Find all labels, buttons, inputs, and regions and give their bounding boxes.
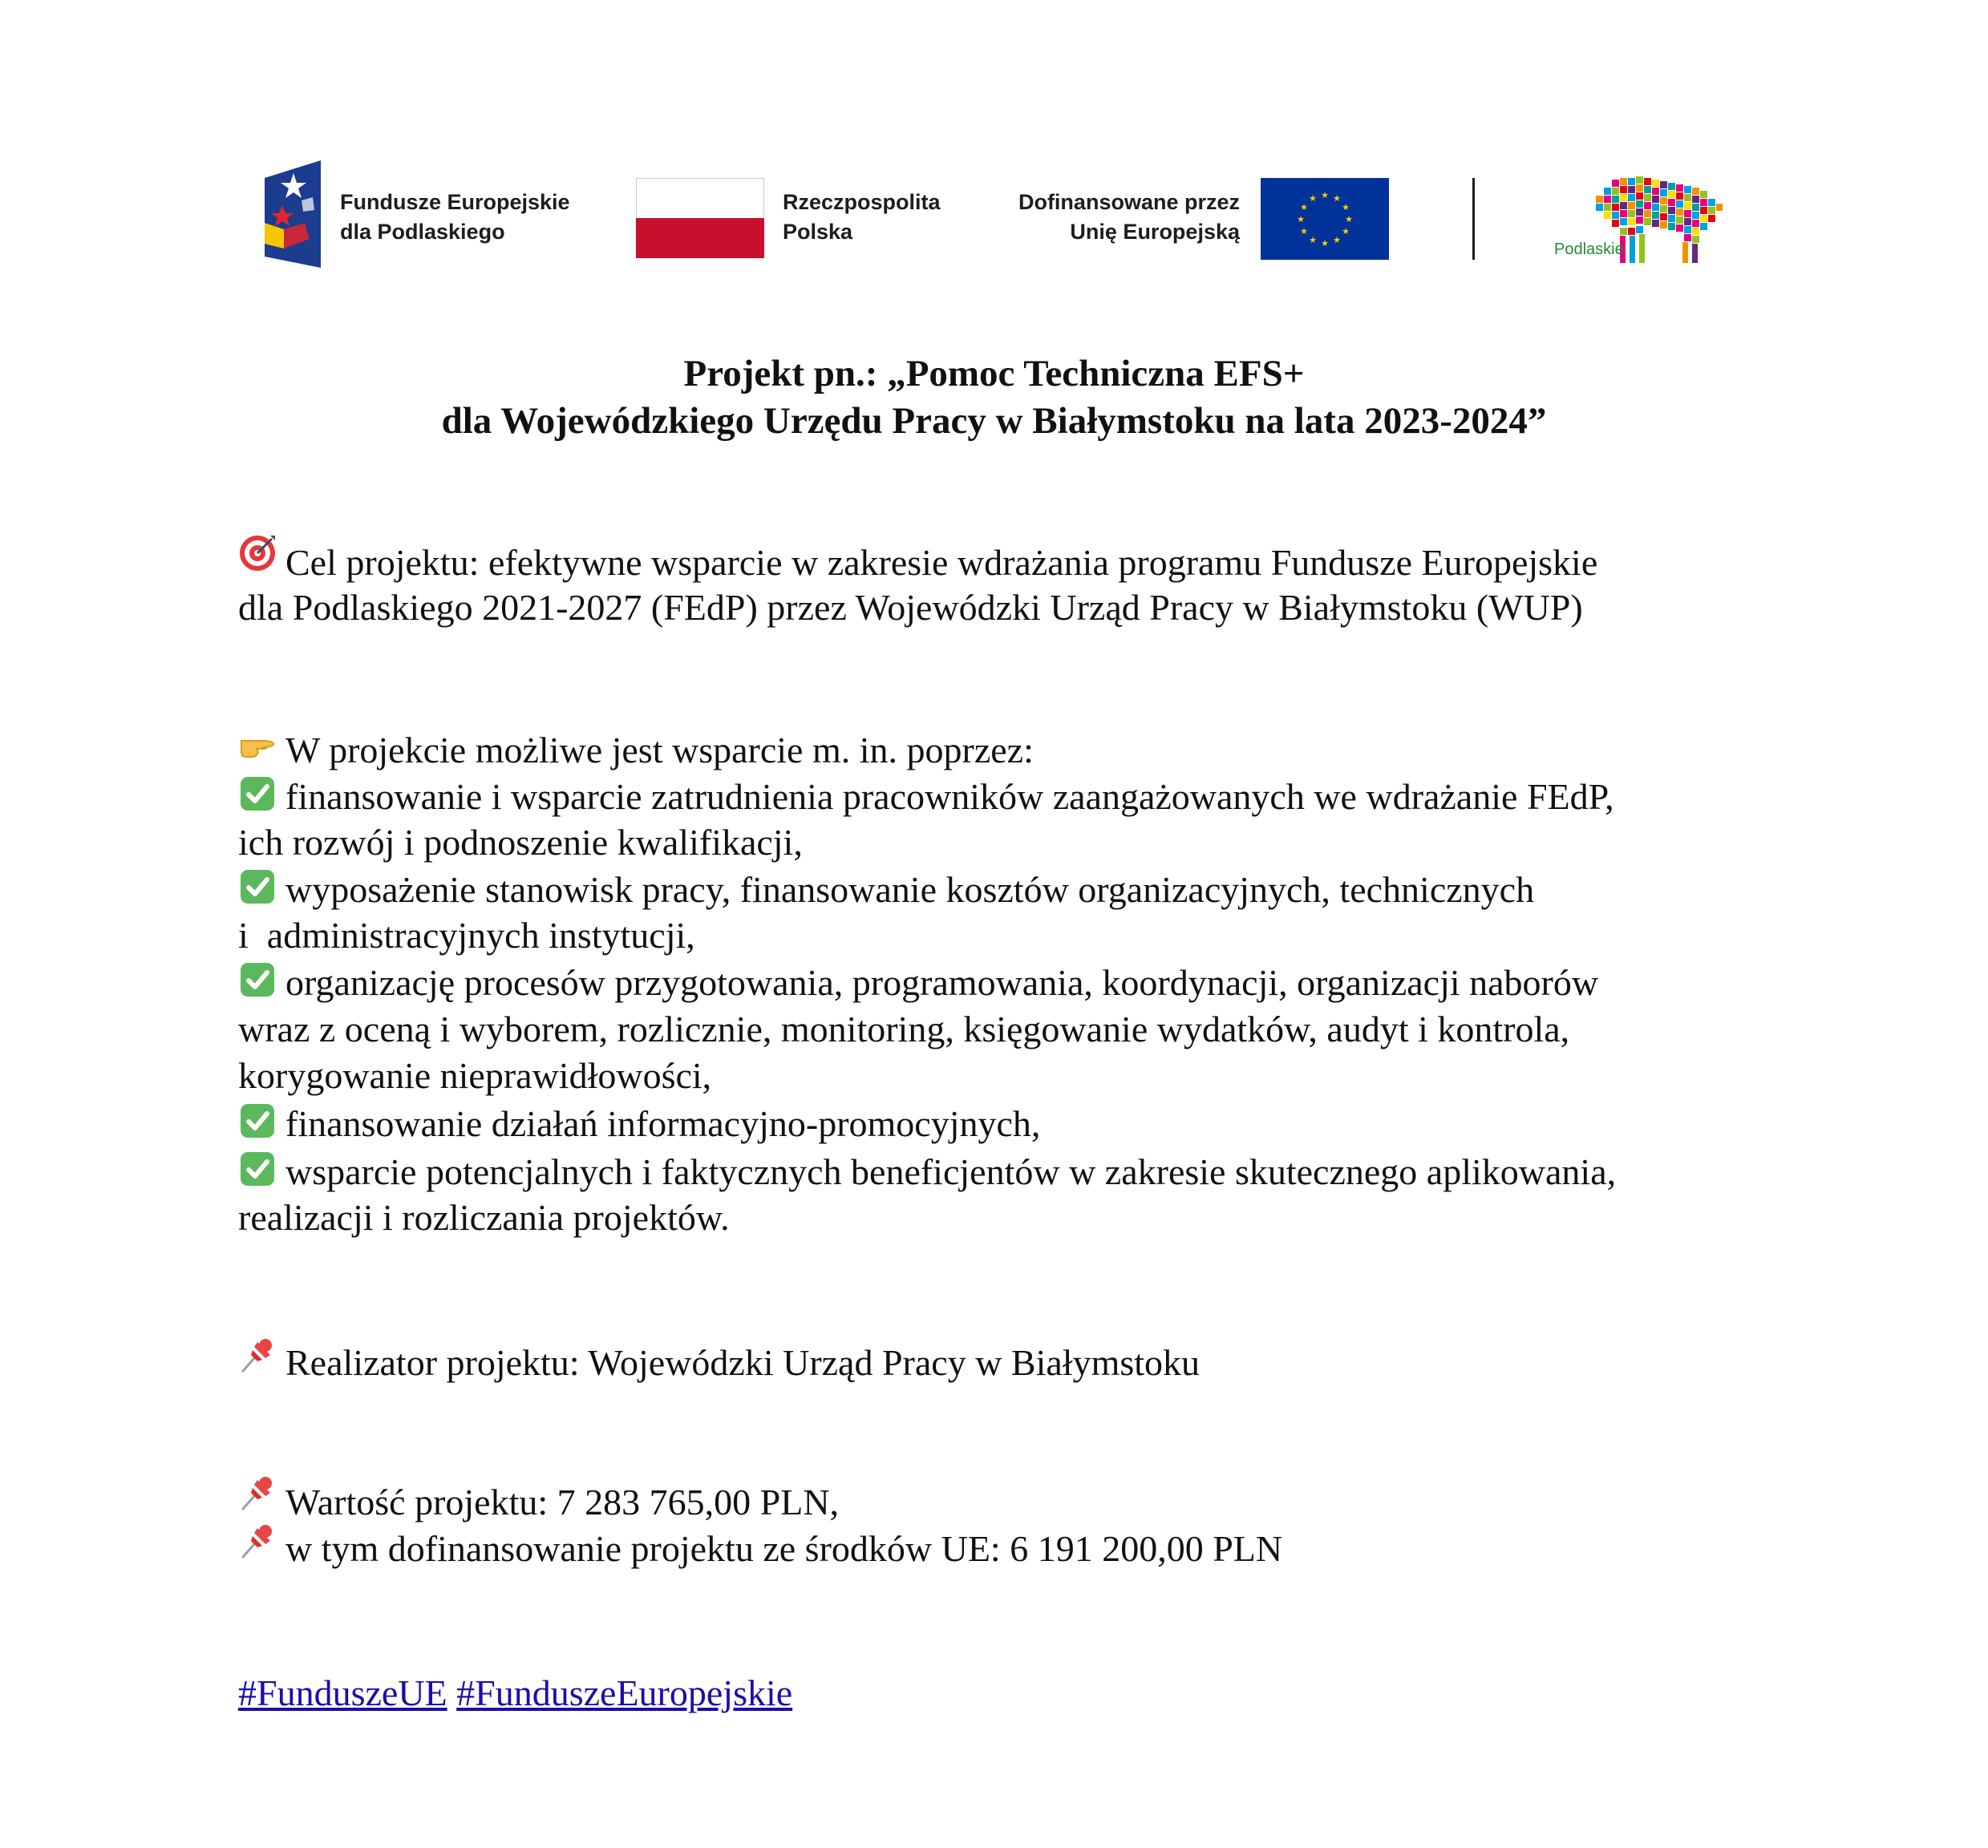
hashtag-fundusze-europejskie[interactable]: #FunduszeEuropejskie (456, 1672, 793, 1713)
svg-text:★: ★ (1333, 235, 1341, 245)
support-item-2-line-2: i administracyjnych instytucji, (238, 915, 695, 956)
eu-cofunding-text: Dofinansowane przez Unię Europejską (1018, 190, 1240, 244)
support-item-3-line-2: wraz z oceną i wyborem, rozlicznie, monitoring, księgowanie wydatków, audyt i kontrola, (238, 1009, 1570, 1049)
check-icon (238, 1150, 277, 1188)
svg-text:★: ★ (1300, 202, 1308, 212)
support-item-1-line-2: ich rozwój i podnoszenie kwalifikacji, (238, 822, 803, 863)
target-icon (238, 534, 277, 572)
svg-text:★: ★ (1333, 193, 1341, 204)
support-item-4-line-1: finansowanie działań informacyjno-promocyjnych, (285, 1103, 1041, 1144)
svg-text:★: ★ (1309, 193, 1317, 204)
svg-text:★: ★ (1321, 190, 1329, 200)
support-item-1-line-1: finansowanie i wsparcie zatrudnienia pracowników zaangażowanych we wdrażanie FEdP, (285, 776, 1614, 817)
support-item-3-line-1: organizację procesów przygotowania, programowania, koordynacji, organizacji naborów (285, 962, 1599, 1003)
check-icon (238, 774, 277, 813)
support-item-5-line-2: realizacji i rozliczania projektów. (238, 1197, 730, 1238)
pushpin-icon (238, 1336, 277, 1374)
goal-line-2: dla Podlaskiego 2021-2027 (FEdP) przez Wojewódzki Urząd Pracy w Białymstoku (WUP) (238, 587, 1583, 628)
logo-divider (1472, 178, 1475, 260)
hashtag-fundusze-ue[interactable]: #FunduszeUE (238, 1672, 447, 1713)
fundusze-europejskie-text: Fundusze Europejskie dla Podlaskiego (340, 190, 570, 244)
polish-flag (636, 178, 764, 258)
rzeczpospolita-text: Rzeczpospolita Polska (783, 190, 941, 244)
goal-line-1: Cel projektu: efektywne wsparcie w zakresie wdrażania programu Fundusze Europejskie (285, 542, 1598, 583)
pointing-hand-icon (238, 725, 277, 763)
realizator-text: Realizator projektu: Wojewódzki Urząd Pracy w Białymstoku (285, 1342, 1200, 1383)
svg-text:★: ★ (1309, 235, 1317, 245)
podlaskie-label: Podlaskie (1554, 241, 1624, 258)
eu-cofunding-value: w tym dofinansowanie projektu ze środków UE: 6 191 200,00 PLN (285, 1528, 1283, 1569)
project-title-line-2: dla Wojewódzkiego Urzędu Pracy w Białymstoku na lata 2023-2024” (441, 400, 1547, 442)
support-item-2-line-1: wyposażenie stanowisk pracy, finansowanie kosztów organizacyjnych, technicznych (285, 869, 1535, 910)
pushpin-icon (238, 1522, 277, 1560)
svg-text:★: ★ (1297, 214, 1305, 224)
svg-text:★: ★ (1300, 226, 1308, 237)
logo-bar (0, 0, 1988, 289)
check-icon (238, 960, 277, 999)
support-item-5-line-1: wsparcie potencjalnych i faktycznych beneficjentów w zakresie skutecznego aplikowania, (285, 1151, 1617, 1192)
svg-text:★: ★ (1345, 214, 1353, 224)
svg-text:★: ★ (1342, 226, 1350, 237)
fundusze-europejskie-logo (265, 160, 321, 268)
svg-text:★: ★ (1321, 238, 1329, 249)
support-intro: W projekcie możliwe jest wsparcie m. in. poprzez: (285, 730, 1034, 770)
check-icon (238, 867, 277, 906)
eu-flag-icon (1261, 178, 1389, 260)
check-icon (238, 1102, 277, 1140)
support-item-3-line-3: korygowanie nieprawidłowości, (238, 1055, 712, 1096)
project-value: Wartość projektu: 7 283 765,00 PLN, (285, 1482, 840, 1522)
hashtags (238, 1671, 792, 1716)
svg-text:★: ★ (1342, 202, 1350, 212)
project-title-line-1: Projekt pn.: „Pomoc Techniczna EFS+ (683, 353, 1305, 394)
pushpin-icon (238, 1474, 277, 1512)
